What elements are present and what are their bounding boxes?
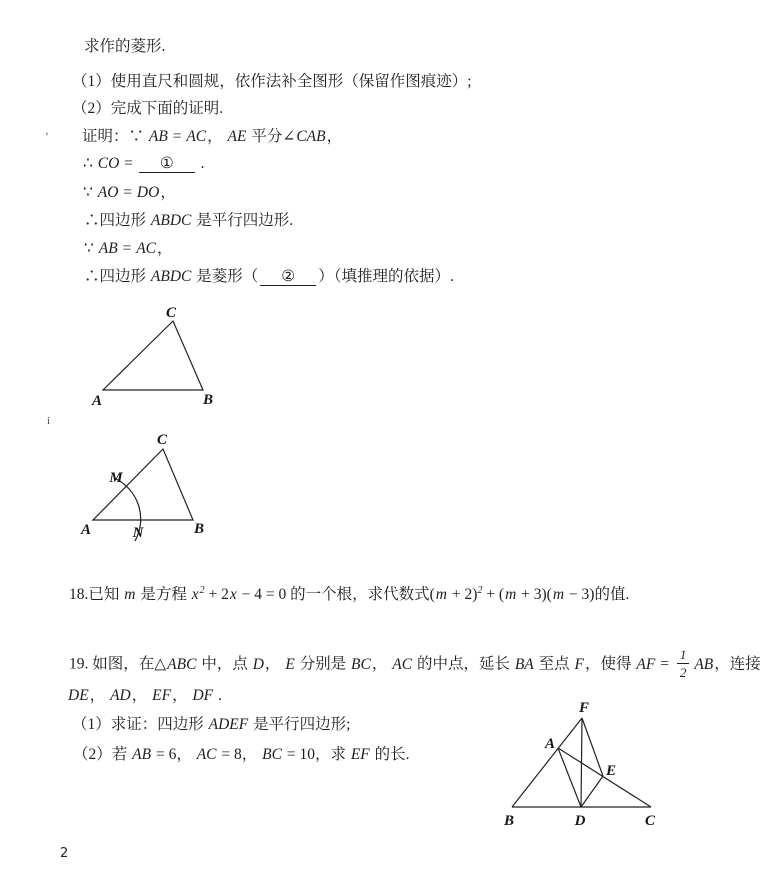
text-segment: AO (97, 184, 119, 201)
text-segment: ， (371, 655, 392, 673)
triangle-outline (103, 321, 203, 390)
text-segment: 中，点 (197, 655, 252, 673)
fig1-label-b: B (202, 392, 214, 408)
text-segment: 19. 如图，在△ (69, 655, 167, 673)
line-problem-18 (69, 581, 629, 604)
text-segment: m (505, 586, 517, 603)
text-segment: DF (192, 687, 214, 704)
text-segment: D (252, 655, 264, 673)
fig2-label-b: B (193, 521, 205, 537)
text-segment: 2 (199, 585, 205, 596)
text-segment: 2 (477, 585, 483, 596)
text-segment: 是平行四边形; (249, 716, 351, 733)
text-segment: − 4 = 0 的一个根，求代数式 (237, 586, 430, 603)
text-segment: . (214, 687, 222, 704)
text-segment: 分别是 (295, 655, 351, 673)
fig1-label-c: C (165, 305, 177, 321)
text-segment: ∵ (83, 184, 97, 201)
text-segment: 平分∠ (247, 128, 296, 145)
text-segment: AF (636, 655, 656, 673)
text-segment: = (118, 240, 136, 257)
text-segment: DE (68, 687, 89, 704)
line-proof-ab (84, 239, 173, 258)
text-segment: + 3)( (517, 586, 552, 603)
line-item2 (72, 99, 223, 118)
text-segment: ABDC (150, 212, 192, 229)
text-segment: 的中点，延长 (413, 655, 514, 673)
text-segment: ，使得 (585, 655, 636, 673)
text-segment: ， (160, 184, 176, 201)
text-segment: BA (514, 655, 534, 673)
line-19-item2 (73, 745, 410, 764)
figure-triangle-abc-arc (78, 430, 223, 548)
text-segment: F (574, 655, 584, 673)
text-segment: AB (148, 128, 168, 145)
text-segment: EF (152, 687, 172, 704)
line-proof-start (82, 127, 342, 146)
text-segment: EF (350, 746, 370, 763)
text-segment: CAB (296, 128, 326, 145)
line-problem-19b (67, 686, 222, 705)
text-segment: − 3) (565, 586, 595, 603)
text-segment: ABC (167, 655, 197, 673)
text-segment: x (229, 586, 237, 603)
fig2-label-c: C (156, 432, 168, 448)
text-segment: AC (186, 128, 207, 145)
line-proof-parallelogram (84, 211, 293, 230)
text-segment: + 2) (448, 586, 478, 603)
text-segment: m (435, 586, 447, 603)
text-segment: . (196, 155, 205, 172)
text-segment: 是方程 (136, 586, 191, 603)
text-segment: BC (262, 746, 282, 763)
text-segment: 求作的菱形. (84, 38, 166, 55)
text-segment: CO (97, 155, 120, 172)
text-segment: AC (136, 240, 156, 257)
text-segment: ， (89, 687, 110, 704)
text-segment: （1）使用直尺和圆规，依作法补全图形（保留作图痕迹）; (72, 73, 472, 90)
text-segment: = (119, 184, 136, 201)
fig2-label-n: N (132, 525, 144, 541)
text-segment: ∴ (83, 155, 97, 172)
text-segment: ，连接 (714, 655, 761, 673)
text-segment: 18.已知 (69, 586, 124, 603)
text-segment: （2）完成下面的证明. (72, 100, 224, 117)
line-item1 (72, 72, 472, 91)
line-problem-19 (69, 648, 761, 682)
text-segment: AE (227, 128, 247, 145)
line-rhombus-intro (84, 37, 165, 56)
segment-ad (558, 748, 581, 807)
text-segment: AC (196, 746, 217, 763)
line-proof-rhombus (84, 267, 454, 286)
text-segment: E (285, 655, 295, 673)
text-segment: ADEF (208, 716, 249, 733)
text-segment: = 6， (152, 746, 196, 763)
text-segment: ∵ (84, 240, 98, 257)
fig2-label-a: A (80, 522, 92, 538)
text-segment: m (124, 586, 136, 603)
text-segment: （2）若 (73, 746, 132, 763)
text-segment: ABDC (150, 268, 192, 285)
text-segment: DO (136, 184, 160, 201)
fig3-label-c: C (644, 813, 656, 829)
segment-de (581, 776, 603, 807)
answer-blank: ① (139, 155, 195, 173)
text-segment: = (168, 128, 186, 145)
text-segment: AC (392, 655, 413, 673)
text-segment: ∴四边形 (84, 268, 150, 285)
inline-fraction: $\frac{1}{2}$ (677, 648, 690, 679)
line-proof-co (83, 154, 205, 173)
text-segment: m (552, 586, 565, 603)
text-segment: （1）求证：四边形 (72, 716, 208, 733)
text-segment: AD (110, 687, 131, 704)
figure-triangle-abc (85, 303, 225, 411)
text-segment: = (656, 655, 673, 673)
segment-bf (512, 718, 582, 807)
text-segment: ( (429, 586, 435, 603)
text-segment: + 2 (204, 586, 229, 603)
fig3-label-e: E (605, 763, 617, 779)
text-segment: AB (98, 240, 118, 257)
segment-ac (558, 748, 651, 807)
line-19-item1 (72, 715, 350, 734)
text-segment: ， (172, 687, 192, 704)
triangle-outline (93, 449, 193, 520)
text-segment: BC (351, 655, 371, 673)
text-segment: AB (694, 655, 714, 673)
text-segment: ∴四边形 (84, 212, 150, 229)
text-segment: ）（填推理的依据）. (318, 268, 454, 285)
fig3-label-b: B (503, 813, 515, 829)
fig3-label-d: D (574, 813, 586, 829)
text-segment: 的长. (370, 746, 410, 763)
line-proof-ao (83, 183, 176, 202)
page-number: 2 (60, 846, 69, 861)
text-segment: ， (207, 128, 227, 145)
text-segment: ， (157, 240, 173, 257)
text-segment: + ( (482, 586, 505, 603)
fig3-label-a: A (544, 736, 556, 752)
fig2-label-m: M (109, 470, 123, 486)
text-segment: 是菱形（ (192, 268, 259, 285)
figure-problem-19 (495, 698, 670, 832)
text-segment: 至点 (534, 655, 574, 673)
scan-artifact: i (47, 415, 51, 427)
segment-fe (582, 718, 603, 776)
fig3-label-f: F (578, 700, 590, 716)
text-segment: x (191, 586, 199, 603)
text-segment: ， (264, 655, 285, 673)
answer-blank: ② (260, 268, 316, 286)
text-segment: = (120, 155, 137, 172)
text-segment: = 8， (217, 746, 262, 763)
scan-artifact: ʼ (45, 131, 49, 143)
text-segment: AB (132, 746, 152, 763)
text-segment: 证明：∵ (82, 128, 148, 145)
text-segment: = 10，求 (282, 746, 350, 763)
text-segment: 是平行四边形. (192, 212, 294, 229)
text-segment: ， (131, 687, 152, 704)
fig1-label-a: A (91, 393, 103, 409)
text-segment: 的值. (594, 586, 630, 603)
text-segment: ， (326, 128, 343, 145)
